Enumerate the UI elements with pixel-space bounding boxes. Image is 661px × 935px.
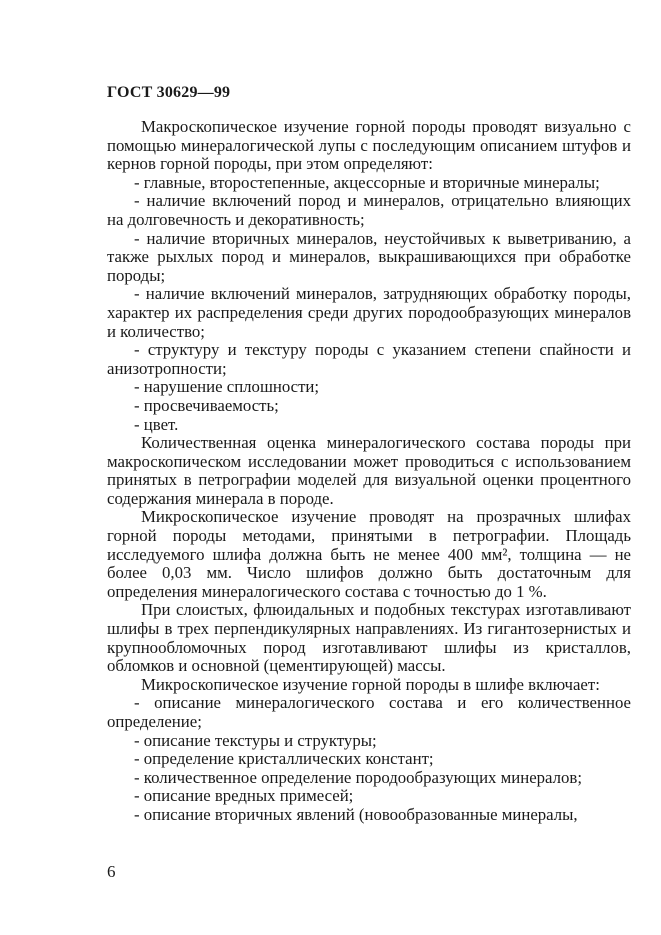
paragraph-microscopic: Микроскопическое изучение проводят на прозрачных шлифах горной породы методами, принятыми в петрографии. Площадь исследуемого шлифа должна быть не менее 400 мм², толщина — не более 0,03 мм. Число шлифов должно быть достаточным для определения минералогического состава с точностью до 1 %.: [107, 507, 631, 601]
paragraph-intro: Макроскопическое изучение горной породы проводят визуально с помощью минералогической лупы с последующим описанием штуфов и кернов горной породы, при этом определяют:: [107, 117, 631, 174]
paragraph-textures: При слоистых, флюидальных и подобных текстурах изготавливают шлифы в трех перпендикулярных направлениях. Из гигантозернистых и крупнообломочных пород изготавливают шлифы из кристаллов, обломков и основной (цементирующей) массы.: [107, 600, 631, 676]
list-item: - главные, второстепенные, акцессорные и вторичные минералы;: [134, 172, 600, 192]
page-body: [107, 118, 631, 825]
list-item: - цвет.: [134, 414, 179, 434]
list-item: - структуру и текстуру породы с указанием степени спайности и анизотропности;: [107, 340, 631, 378]
list-item: - описание текстуры и структуры;: [134, 730, 377, 750]
list-item: - описание вторичных явлений (новообразованные минералы,: [134, 804, 578, 824]
list-item: - количественное определение породообразующих минералов;: [134, 767, 582, 787]
list-item: - наличие вторичных минералов, неустойчивых к выветриванию, а также рыхлых пород и минералов, выкрашивающихся при обработке породы;: [107, 228, 631, 285]
list-item: - определение кристаллических констант;: [134, 749, 434, 769]
list-item: - описание минералогического состава и его количественное определение;: [107, 693, 631, 731]
document-code: ГОСТ 30629—99: [107, 84, 231, 101]
list-item: - просвечиваемость;: [134, 395, 279, 415]
paragraph-quantitative: Количественная оценка минералогического состава породы при макроскопическом исследовании может проводиться с использованием принятых в петрографии моделей для визуальной оценки процентного содержания минерала в породе.: [107, 433, 631, 508]
paragraph-micro-intro: Микроскопическое изучение горной породы в шлифе включает:: [141, 674, 600, 694]
page-number: 6: [107, 862, 116, 881]
list-item: - наличие включений пород и минералов, отрицательно влияющих на долговечность и декоративность;: [107, 191, 631, 229]
list-item: - описание вредных примесей;: [134, 786, 354, 806]
list-item: - нарушение сплошности;: [134, 377, 320, 397]
list-item: - наличие включений минералов, затрудняющих обработку породы, характер их распределения среди других породообразующих минералов и количество;: [107, 284, 631, 341]
